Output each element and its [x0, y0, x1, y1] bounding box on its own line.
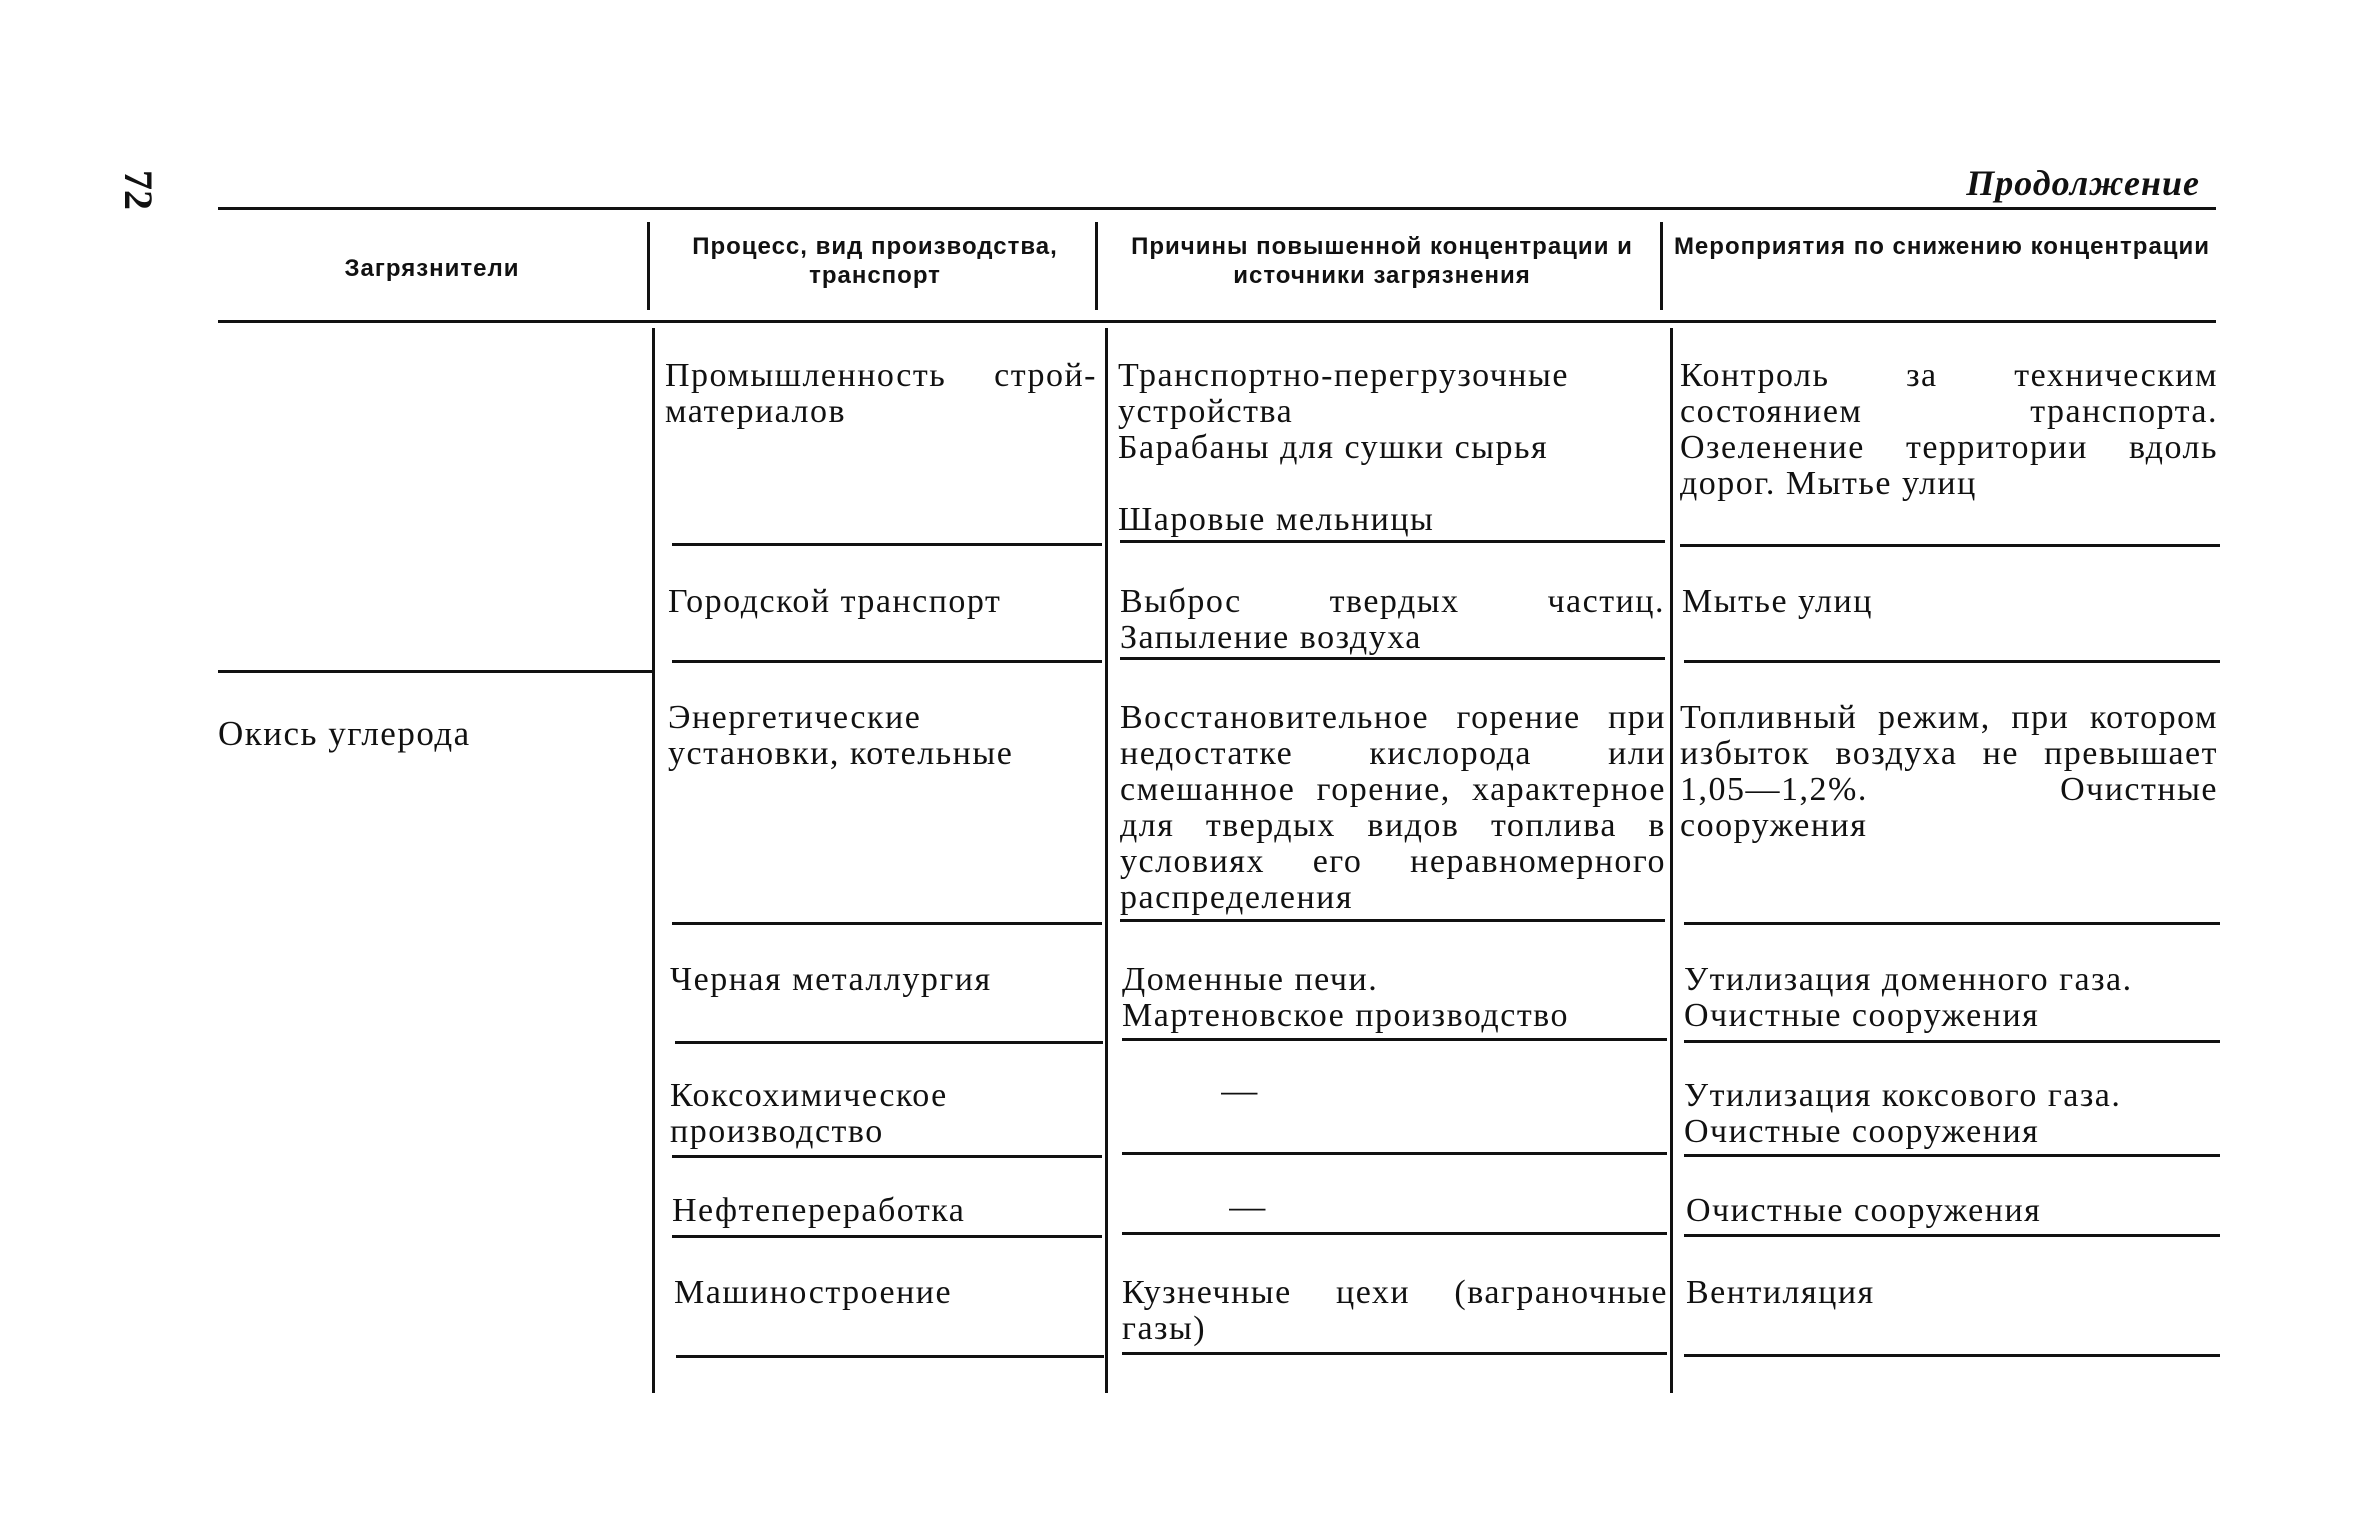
- row5-rule-measures: [1684, 1154, 2220, 1157]
- row3-measures: Топливный режим, при котором избыток воздуха не превышает 1,05—1,2%. Очистные сооружения: [1680, 699, 2218, 844]
- row1-rule-causes: [1120, 540, 1665, 543]
- row1-process: Промышленность строй-материалов: [665, 357, 1097, 430]
- row1-rule-process: [672, 543, 1102, 546]
- row2-measures: Мытье улиц: [1682, 583, 1873, 620]
- row4-measures: Утилизация доменного газа. Очистные сооружения: [1684, 961, 2133, 1034]
- header-divider-1: [647, 222, 650, 310]
- row4-cause-1: Доменные печи.: [1122, 961, 1379, 998]
- row4-process: Черная металлургия: [670, 961, 992, 998]
- row1-cause-2: Барабаны для сушки сырья: [1118, 429, 1549, 466]
- column-divider-2: [1105, 328, 1108, 1393]
- table-top-rule: [218, 207, 2216, 210]
- row3-process: Энергетические установки, котельные: [668, 699, 1014, 772]
- row3-rule-measures: [1684, 922, 2220, 925]
- column-divider-1: [652, 328, 655, 1393]
- header-bottom-rule: [218, 320, 2216, 323]
- header-process: Процесс, вид производства, транспорт: [692, 233, 1058, 289]
- row1-rule-measures: [1680, 544, 2220, 547]
- header-measures: Мероприятия по снижению концентрации: [1673, 233, 2211, 260]
- row2-rule-process: [672, 660, 1102, 663]
- header-divider-2: [1095, 222, 1098, 310]
- row4-rule-process: [675, 1041, 1103, 1044]
- header-pollutant: Загрязнители: [344, 255, 520, 282]
- row6-cause-dash: —: [1229, 1186, 1267, 1226]
- row7-measures: Вентиляция: [1686, 1274, 1875, 1311]
- row3-rule-causes: [1120, 919, 1665, 922]
- continued-label: Продолжение: [1966, 163, 2200, 203]
- row6-rule-causes: [1122, 1232, 1667, 1235]
- row6-rule-process: [672, 1235, 1102, 1238]
- row5-process: Коксохимическое производство: [670, 1077, 948, 1150]
- row1-measures: Контроль за техническим состоянием транспорта. Озеленение территории вдоль дорог. Мытье улиц: [1680, 357, 2218, 502]
- row7-rule-causes: [1122, 1352, 1667, 1355]
- row2-cause: Выброс твердых частиц. Запыление воздуха: [1120, 583, 1665, 656]
- row1-cause-3: Шаровые мельницы: [1118, 501, 1435, 538]
- row2-rule-measures: [1684, 660, 2220, 663]
- row4-cause-2: Мартеновское производство: [1122, 997, 1569, 1034]
- row2-rule-causes: [1120, 657, 1665, 660]
- row4-rule-causes: [1122, 1038, 1667, 1041]
- page-number: 72: [116, 170, 161, 210]
- row5-rule-causes: [1122, 1152, 1667, 1155]
- pollutant-group-rule: [218, 670, 655, 673]
- row7-rule-measures: [1684, 1354, 2220, 1357]
- header-divider-3: [1660, 222, 1663, 310]
- row1-cause-1: Транспортно-перегрузочные устройства: [1118, 357, 1569, 430]
- row5-measures: Утилизация коксового газа. Очистные сооружения: [1684, 1077, 2122, 1150]
- row5-cause-dash: —: [1221, 1070, 1259, 1110]
- pollutant-carbon-monoxide: Окись углерода: [218, 714, 471, 753]
- row5-rule-process: [672, 1155, 1102, 1158]
- row3-rule-process: [672, 922, 1102, 925]
- row7-rule-process: [676, 1355, 1104, 1358]
- row6-measures: Очистные сооружения: [1686, 1192, 2042, 1229]
- column-divider-3: [1670, 328, 1673, 1393]
- row2-process: Городской транспорт: [668, 583, 1002, 620]
- row6-rule-measures: [1684, 1234, 2220, 1237]
- row7-cause: Кузнечные цехи (ваграночные газы): [1122, 1274, 1668, 1347]
- row7-process: Машиностроение: [674, 1274, 953, 1311]
- row3-cause: Восстановительное горение при недостатке кислорода или смешанное горение, характерное для твердых видов топлива в условиях его неравномерного распределения: [1120, 699, 1666, 916]
- header-causes: Причины повышенной концентрации и источники загрязнения: [1131, 233, 1633, 289]
- row6-process: Нефтепереработка: [672, 1192, 966, 1229]
- row4-rule-measures: [1684, 1040, 2220, 1043]
